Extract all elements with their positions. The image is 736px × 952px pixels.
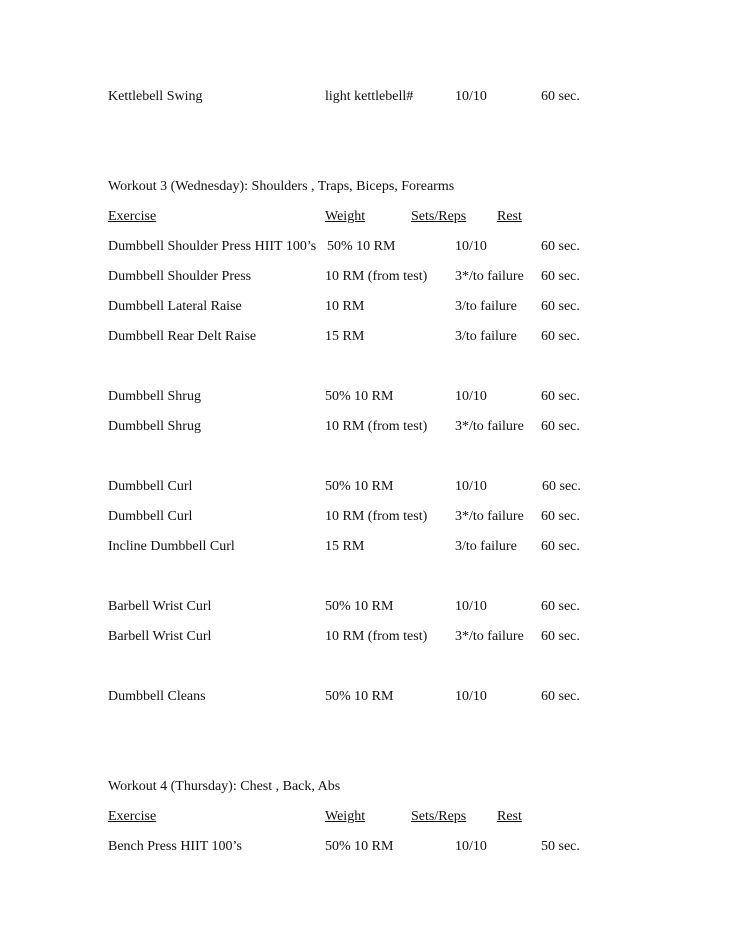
- header-exercise: Exercise: [108, 809, 157, 824]
- sets-reps-value: 10/10: [455, 389, 487, 404]
- weight-value: 50% 10 RM: [325, 479, 394, 494]
- weight-value: 10 RM (from test): [325, 509, 428, 524]
- sets-reps-value: 3/to failure: [455, 539, 517, 554]
- section-title: Workout 4 (Thursday): Chest , Back, Abs: [108, 779, 341, 794]
- weight-value: 10 RM (from test): [325, 419, 428, 434]
- exercise-name: Barbell Wrist Curl: [108, 629, 212, 644]
- exercise-name: Dumbbell Shoulder Press: [108, 269, 252, 284]
- exercise-name: Dumbbell Shoulder Press HIIT 100’s: [108, 239, 317, 254]
- rest-value: 60 sec.: [541, 419, 580, 434]
- weight-value: 10 RM (from test): [325, 629, 428, 644]
- rest-value: 60 sec.: [541, 239, 580, 254]
- exercise-name: Kettlebell Swing: [108, 89, 203, 104]
- exercise-name: Dumbbell Lateral Raise: [108, 299, 242, 314]
- sets-reps-value: 10/10: [455, 599, 487, 614]
- weight-value: 50% 10 RM: [325, 389, 394, 404]
- header-rest: Rest: [497, 209, 522, 224]
- header-weight: Weight: [325, 809, 366, 824]
- header-rest: Rest: [497, 809, 522, 824]
- rest-value: 50 sec.: [541, 839, 580, 854]
- weight-value: light kettlebell#: [325, 89, 414, 104]
- sets-reps-value: 10/10: [455, 239, 487, 254]
- exercise-name: Dumbbell Curl: [108, 479, 193, 494]
- rest-value: 60 sec.: [541, 299, 580, 314]
- weight-value: 10 RM: [325, 299, 365, 314]
- exercise-name: Bench Press HIIT 100’s: [108, 839, 242, 854]
- rest-value: 60 sec.: [541, 629, 580, 644]
- weight-value: 10 RM (from test): [325, 269, 428, 284]
- exercise-name: Dumbbell Curl: [108, 509, 193, 524]
- sets-reps-value: 10/10: [455, 689, 487, 704]
- weight-value: 50% 10 RM: [325, 839, 394, 854]
- weight-value: 15 RM: [325, 329, 365, 344]
- rest-value: 60 sec.: [541, 269, 580, 284]
- rest-value: 60 sec.: [541, 599, 580, 614]
- sets-reps-value: 3/to failure: [455, 299, 517, 314]
- sets-reps-value: 10/10: [455, 839, 487, 854]
- exercise-name: Dumbbell Cleans: [108, 689, 206, 704]
- rest-value: 60 sec.: [542, 479, 581, 494]
- header-weight: Weight: [325, 209, 366, 224]
- weight-value: 50% 10 RM: [325, 689, 394, 704]
- sets-reps-value: 10/10: [455, 89, 487, 104]
- header-sets-reps: Sets/Reps: [411, 809, 467, 824]
- exercise-name: Dumbbell Rear Delt Raise: [108, 329, 257, 344]
- sets-reps-value: 3*/to failure: [455, 269, 524, 284]
- sets-reps-value: 3*/to failure: [455, 629, 524, 644]
- weight-value: 15 RM: [325, 539, 365, 554]
- exercise-name: Barbell Wrist Curl: [108, 599, 212, 614]
- section-title: Workout 3 (Wednesday): Shoulders , Traps, Biceps, Forearms: [108, 179, 455, 194]
- exercise-name: Dumbbell Shrug: [108, 389, 201, 404]
- sets-reps-value: 3*/to failure: [455, 419, 524, 434]
- rest-value: 60 sec.: [541, 539, 580, 554]
- weight-value: 50% 10 RM: [325, 599, 394, 614]
- weight-value: 50% 10 RM: [327, 239, 396, 254]
- rest-value: 60 sec.: [541, 389, 580, 404]
- exercise-name: Dumbbell Shrug: [108, 419, 201, 434]
- sets-reps-value: 3/to failure: [455, 329, 517, 344]
- header-exercise: Exercise: [108, 209, 157, 224]
- rest-value: 60 sec.: [541, 329, 580, 344]
- exercise-name: Incline Dumbbell Curl: [108, 539, 235, 554]
- rest-value: 60 sec.: [541, 689, 580, 704]
- sets-reps-value: 3*/to failure: [455, 509, 524, 524]
- rest-value: 60 sec.: [541, 509, 580, 524]
- header-sets-reps: Sets/Reps: [411, 209, 467, 224]
- sets-reps-value: 10/10: [455, 479, 487, 494]
- rest-value: 60 sec.: [541, 89, 580, 104]
